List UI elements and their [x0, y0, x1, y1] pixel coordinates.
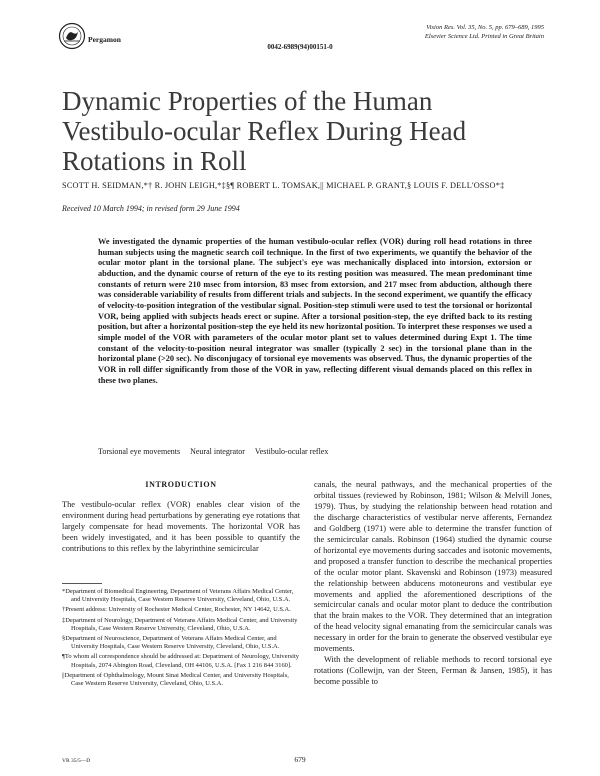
abstract: We investigated the dynamic properties of the human vestibulo-ocular reflex (VOR) during roll head rotations in three human subjects using the magnetic search coil technique. In the first of two experiments, we quantify the behavior of the ocular motor plant in the torsional plane. The subject's eye was mechanically displaced into intorsion, extorsion or abduction, and the dynamic course of return of the eye to its resting position was measured. The mean predominant time constants of return were 210 msec from intorsion, 83 msec from extorsion, and 217 msec from abduction, although there was considerable variability of results from different trials and subjects. In the second experiment, we quantify the efficacy of velocity-to-position integration of the vestibular signal. Position-step stimuli were used to test the torsional or horizontal VOR, being applied with subjects heads erect or supine. After a torsional position-step, the eye drifted back to its resting position, but after a horizontal position-step the eye held its new horizontal position. To interpret these responses we used a simple model of the VOR with parameters of the ocular motor plant set to values determined during Expt 1. The time constant of the velocity-to-position neural integrator was smaller (typically 2 sec) in the torsional plane than in the horizontal plane (>20 sec). No disconjugacy of torsional eye movements was observed. Thus, the dynamic properties of the VOR in roll differ significantly from those of the VOR in yaw, reflecting different visual demands placed on this reflex in these two planes. — [98, 237, 532, 385]
right-paragraph-2: With the development of reliable methods to record torsional eye rotations (Collewijn, van der Steen, Ferman & Jansen, 1985), it has become possible to — [314, 655, 552, 687]
page-number: 679 — [294, 755, 306, 764]
journal-citation — [334, 24, 544, 41]
introduction-heading: INTRODUCTION — [145, 480, 217, 489]
received-date: Received 10 March 1994; in revised form 29 June 1994 — [62, 204, 240, 213]
right-paragraph-1: canals, the neural pathways, and the mechanical properties of the orbital tissues (reviewed by Robinson, 1981; Wilson & Melvill Jones, 1979). Thus, by studying the relationship between head rotation and the discharge characteristics of vestibular nerve afferents, Fernandez and Goldberg (1971) were able to determine the transfer function of the semicircular canals. Robinson (1964) studied the dynamic course of horizontal eye movements during saccades and isotonic movements, and proposed a transfer function to describe the mechanical properties of the ocular motor plant. Skavenski and Robinson (1973) measured the relationship between abducens motoneurons and vestibular eye movements and applied the aforementioned descriptions of the semicircular canals and ocular motor plant to deduce the contribution that the brain makes to the VOR. They determined that an integration of the head velocity signal emanating from the semicircular canals was necessary in order for the brain to generate the observed vestibular eye movements. — [314, 480, 552, 654]
right-column — [314, 480, 552, 688]
footnote-4: §Department of Neuroscience, Department of Veterans Affairs Medical Center, and University Hospitals, Case Western Reserve University, Cleveland, Ohio, U.S.A. — [62, 635, 280, 651]
keywords — [98, 447, 532, 456]
article-issn: 0042-6989(94)00151-0 — [267, 43, 333, 51]
publisher-name: Pergamon — [88, 35, 121, 44]
keyword-3: Vestibulo-ocular reflex — [254, 447, 329, 456]
journal-line-2: Elsevier Science Ltd. Printed in Great Britain — [424, 32, 544, 40]
footnote-divider — [62, 583, 102, 584]
footnote-2: †Present address: University of Rochester Medical Center, Rochester, NY 14642, U.S.A. — [62, 606, 291, 614]
footnote-5: ¶To whom all correspondence should be addressed at: Department of Neurology, University Hospitals, 2074 Abington Road, Cleveland, OH 44106, U.S.A. [Fax 1 216 844 3160]. — [62, 653, 299, 669]
footnote-1: *Department of Biomedical Engineering, Department of Veterans Affairs Medical Center, and University Hospitals, Case Western Reserve University, Cleveland, Ohio, U.S.A. — [62, 588, 294, 604]
footnotes — [62, 588, 300, 690]
footer-code: VR 35/5—D — [62, 758, 91, 764]
footnote-3: ‡Department of Neurology, Department of Veterans Affairs Medical Center, and University Hospitals, Case Western Reserve University, Cleveland, Ohio, U.S.A. — [62, 616, 298, 632]
journal-line-1: Vision Res. Vol. 35, No. 5, pp. 679–689, 1995 — [426, 24, 544, 31]
footnote-6: ||Department of Ophthalmology, Mount Sinai Medical Center, and University Hospitals, Case Western Reserve University, Cleveland, Ohio, U.S.A. — [62, 671, 289, 688]
article-title: Dynamic Properties of the Human Vestibulo-ocular Reflex During Head Rotations in Roll — [62, 86, 467, 176]
introduction-text: The vestibulo-ocular reflex (VOR) enables clear vision of the environment during head perturbations by generating eye rotations that largely compensate for head movements. The horizontal VOR has been widely investigated, and it has been possible to quantify the contributions to this reflex by the labyrinthine semicircular — [62, 500, 300, 553]
keyword-2: Neural integrator — [190, 447, 245, 456]
author-list: SCOTT H. SEIDMAN,*† R. JOHN LEIGH,*‡§¶ ROBERT L. TOMSAK,|| MICHAEL P. GRANT,§ LOUIS F. DELL'OSSO*‡ — [62, 181, 505, 190]
keyword-1: Torsional eye movements — [98, 447, 181, 456]
